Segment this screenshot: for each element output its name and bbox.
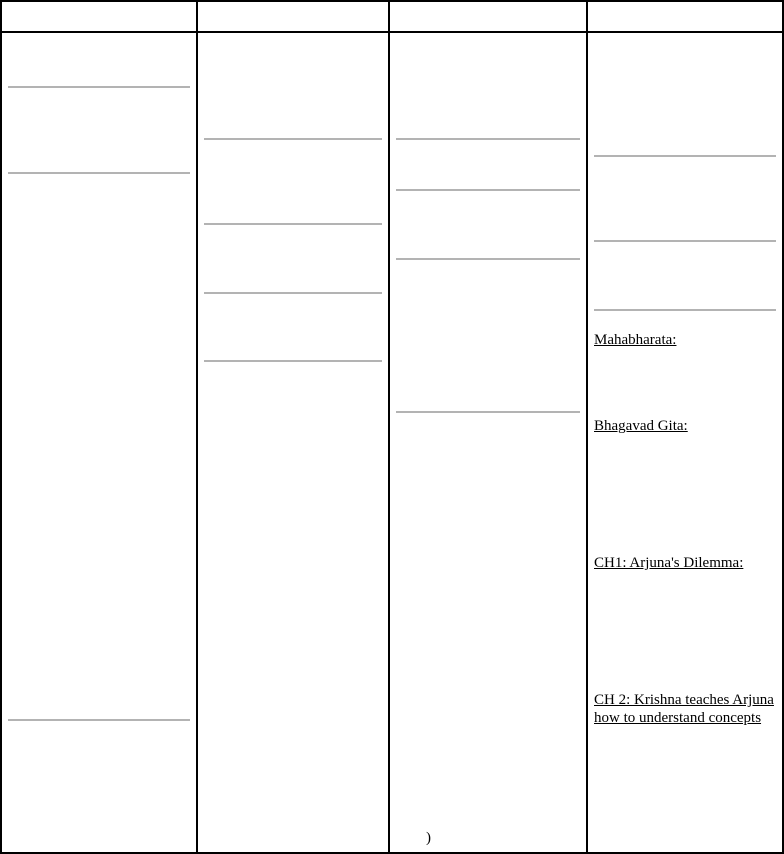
horizontal-rule <box>396 258 580 260</box>
horizontal-rule <box>8 86 190 88</box>
column-divider-2 <box>388 0 390 854</box>
column-divider-1 <box>196 0 198 854</box>
header-cell-3 <box>392 6 582 26</box>
heading-ch2-line2: how to understand concepts <box>594 710 762 726</box>
horizontal-rule <box>204 138 382 140</box>
horizontal-rule <box>204 292 382 294</box>
table-border-left <box>0 0 2 854</box>
horizontal-rule <box>396 138 580 140</box>
horizontal-rule <box>204 360 382 362</box>
horizontal-rule <box>594 240 776 242</box>
horizontal-rule <box>594 155 776 157</box>
heading-mahabharata: Mahabharata: <box>594 332 677 348</box>
header-cell-1 <box>4 6 192 26</box>
horizontal-rule <box>396 189 580 191</box>
header-cell-2 <box>200 6 384 26</box>
horizontal-rule <box>8 719 190 721</box>
header-cell-4 <box>590 6 778 26</box>
table-border-top <box>0 0 784 2</box>
horizontal-rule <box>204 223 382 225</box>
horizontal-rule <box>8 172 190 174</box>
column-divider-3 <box>586 0 588 854</box>
horizontal-rule <box>594 309 776 311</box>
stray-parenthesis: ) <box>426 830 431 846</box>
heading-ch2-line1: CH 2: Krishna teaches Arjuna <box>594 692 774 708</box>
horizontal-rule <box>396 411 580 413</box>
heading-bhagavad-gita: Bhagavad Gita: <box>594 418 688 434</box>
header-row-divider <box>0 31 784 33</box>
heading-ch1: CH1: Arjuna's Dilemma: <box>594 555 744 571</box>
